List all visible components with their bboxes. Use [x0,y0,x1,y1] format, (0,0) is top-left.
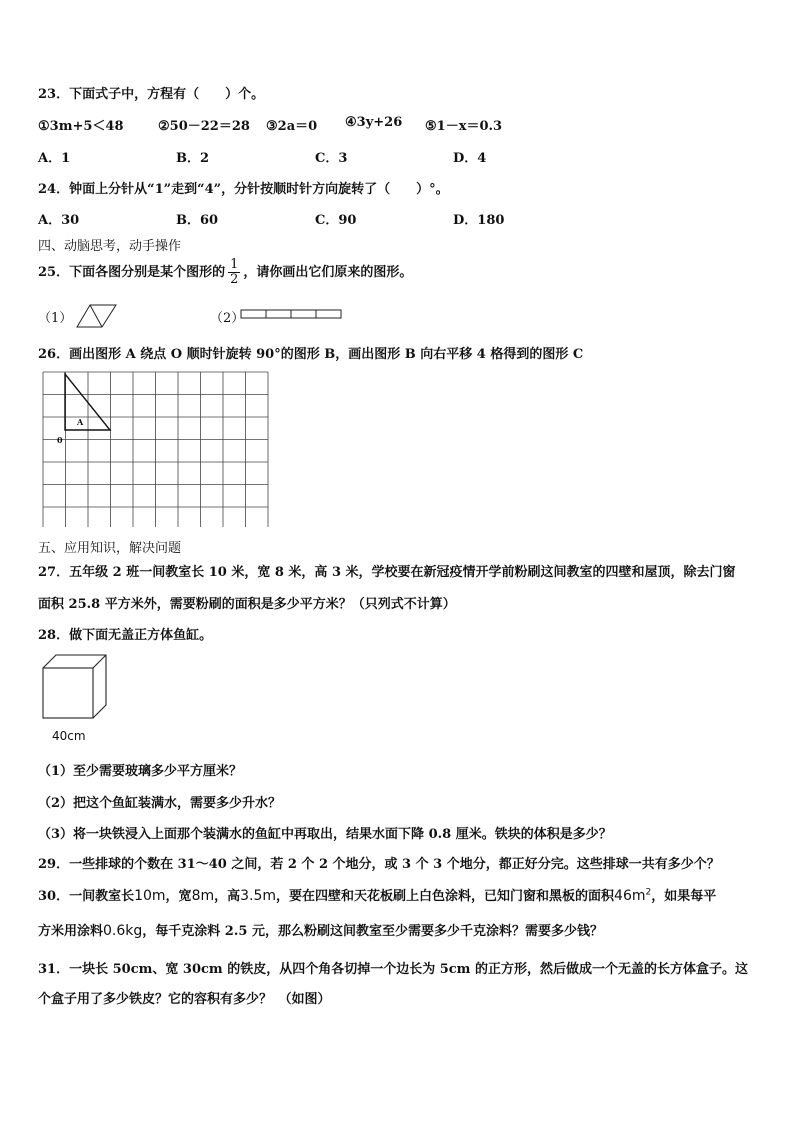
q24-option-b: B．60 [176,213,219,228]
q30-text-1: 30．一间教室长 [38,889,135,904]
q28-stem: 28．做下面无盖正方体鱼缸。 [38,628,213,643]
q25-figure-2-strip [240,309,344,321]
q25-label-1: （1） [38,311,73,326]
q30-text-6: 方米用涂料 [38,924,104,939]
q24-option-a: A．30 [38,213,80,228]
fraction-denominator: 2 [230,272,239,287]
q24-option-c: C．90 [315,213,357,228]
q28-cube-label: 40cm [52,729,86,743]
q30-text-5: ，如果每平 [651,889,717,904]
q23-item-5: ⑤1－x＝0.3 [425,119,503,134]
q30-text-2: ，宽 [165,889,192,904]
q31-line-2: 个盒子用了多少铁皮？它的容积有多少？ （如图） [38,992,331,1007]
q30-width: 8m [191,888,215,904]
q30-area-value: 46m [614,888,646,904]
q28-sub-3: （3）将一块铁浸入上面那个装满水的鱼缸中再取出，结果水面下降 0.8 厘米。铁块的体积是多少？ [38,827,612,842]
q25-stem-after: ，请你画出它们原来的图形。 [243,265,413,280]
q25-figure-1-triangles [76,302,118,330]
q25-stem [38,258,412,287]
q23-option-a: A．1 [38,151,71,166]
q24-option-d: D．180 [453,213,505,228]
q23-option-d: D．4 [453,151,487,166]
q27-line-2: 面积 25.8 平方米外，需要粉刷的面积是多少平方米？（只列式不计算） [38,597,456,612]
q30-line-1 [38,885,716,904]
q30-text-4: ，要在四壁和天花板刷上白色涂料，已知门窗和黑板的面积 [276,889,615,904]
q23-item-1: ①3m+5＜48 [38,119,124,134]
q23-item-2: ②50－22＝28 [158,119,250,134]
q23-stem: 23．下面式子中，方程有（ ）个。 [38,87,265,102]
q23-item-3: ③2a＝0 [266,119,318,134]
q25-stem-before: 25．下面各图分别是某个图形的 [38,265,226,280]
q23-option-c: C．3 [315,151,348,166]
triangle-a [65,374,110,430]
q25-label-2: （2） [210,311,245,326]
q27-line-1: 27．五年级 2 班一间教室长 10 米，宽 8 米，高 3 米，学校要在新冠疫情开学前粉刷这间教室的四壁和屋顶，除去门窗 [38,565,736,580]
q28-cube [42,654,108,720]
q30-text-7: ，每千克涂料 2.5 元，那么粉刷这间教室至少需要多少千克涂料？需要多少钱？ [142,924,603,939]
q28-sub-1: （1）至少需要玻璃多少平方厘米？ [38,764,243,779]
q31-line-1: 31．一块长 50cm、宽 30cm 的铁皮，从四个角各切掉一个边长为 5cm 的正方形，然后做成一个无盖的长方体盒子。这 [38,962,748,977]
triangle-a-label: A [77,417,84,427]
q23-item-4: ④3y+26 [345,115,403,130]
q30-text-3: ，高 [214,889,241,904]
section-heading-5: 五、应用知识，解决问题 [38,541,182,556]
q26-stem: 26．画出图形 A 绕点 O 顺时针旋转 90°的图形 B，画出图形 B 向右平移 4 格得到的图形 C [38,347,584,362]
q30-area-exponent: 2 [645,887,652,898]
section-heading-4: 四、动脑思考，动手操作 [38,239,182,254]
q30-area [614,888,651,904]
point-o-label: 0 [57,435,63,445]
q30-line-2 [38,920,603,939]
q28-sub-2: （2）把这个鱼缸装满水，需要多少升水？ [38,796,282,811]
q30-length: 10m [134,888,166,904]
q24-stem: 24．钟面上分针从“1”走到“4”，分针按顺时针方向旋转了（ ）°。 [38,182,449,197]
fraction-one-half [228,258,240,287]
q30-height: 3.5m [240,888,277,904]
q26-grid [40,369,270,527]
q30-paint-rate: 0.6kg [103,923,143,939]
q29-stem: 29．一些排球的个数在 31～40 之间，若 2 个 2 个地分，或 3 个 3 个地分，都正好分完。这些排球一共有多少个？ [38,857,720,872]
q23-option-b: B．2 [176,151,210,166]
fraction-numerator: 1 [230,257,239,272]
